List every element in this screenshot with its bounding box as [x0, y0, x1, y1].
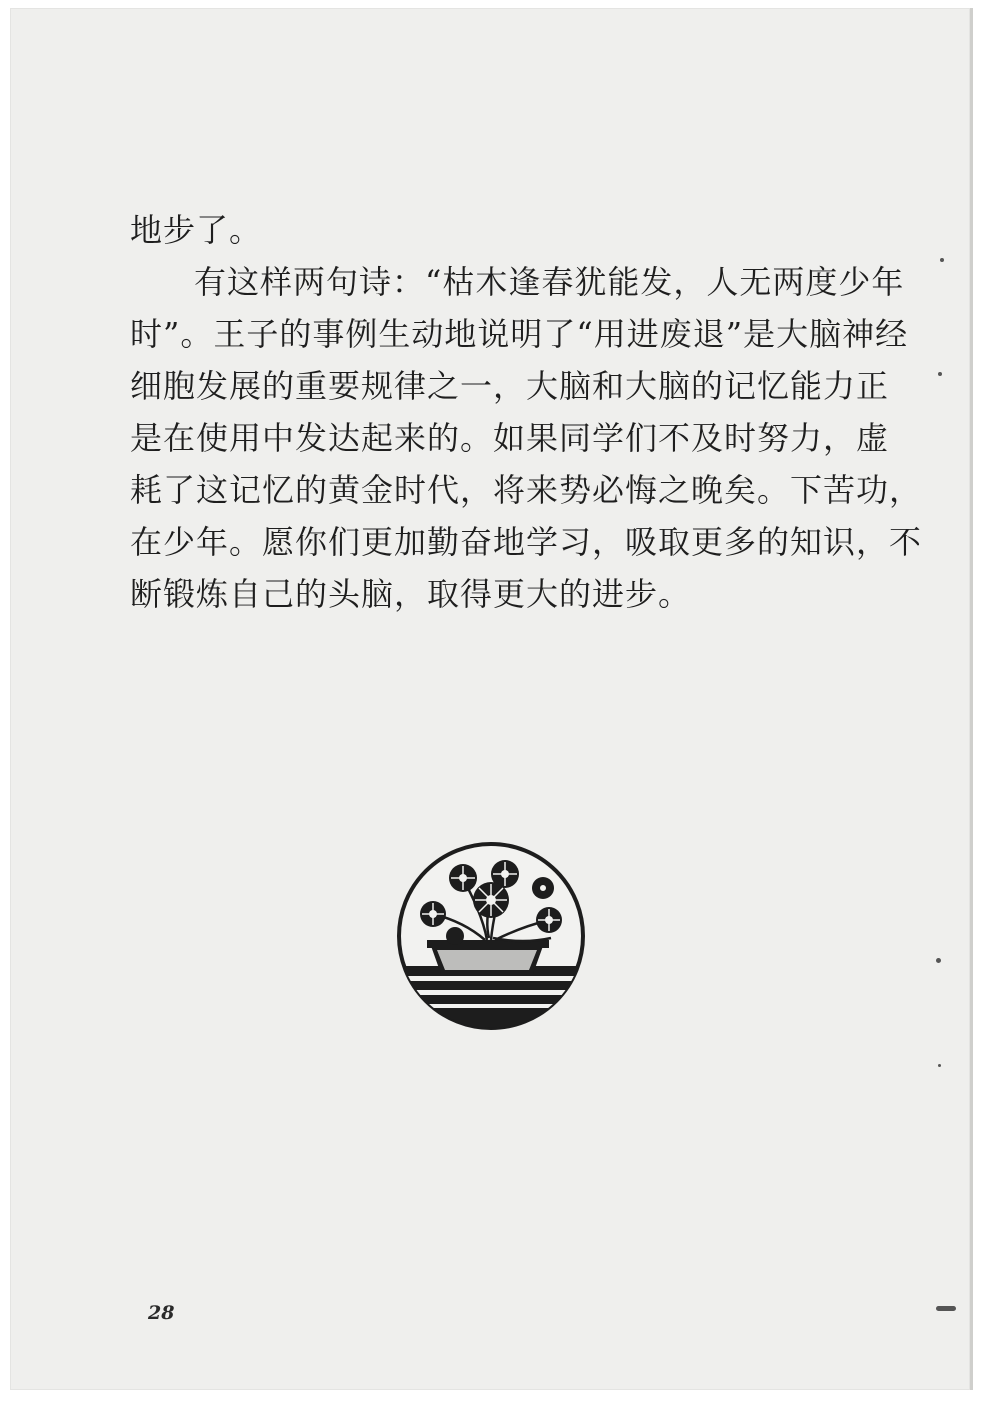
scan-speck [936, 1306, 956, 1311]
scan-speck [936, 958, 941, 963]
body-text [130, 204, 923, 620]
scan-speck [938, 372, 942, 376]
page-number: 28 [148, 1302, 175, 1324]
text-line: 耗了这记忆的黄金时代，将来势必悔之晚矣。下苦功， [130, 471, 923, 509]
text-line: 在少年。愿你们更加勤奋地学习，吸取更多的知识，不 [130, 523, 923, 561]
text-line: 断锻炼自己的头脑，取得更大的进步。 [130, 575, 692, 613]
scan-speck [938, 1064, 941, 1067]
scan-speck [940, 258, 944, 262]
text-line: 是在使用中发达起来的。如果同学们不及时努力，虚 [130, 419, 890, 457]
book-page [10, 8, 973, 1390]
text-line: 细胞发展的重要规律之一，大脑和大脑的记忆能力正 [130, 367, 890, 405]
flower-pot-vignette-icon [393, 838, 589, 1034]
text-line: 地步了。 [130, 211, 263, 249]
text-line: 时”。王子的事例生动地说明了“用进废退”是大脑神经 [130, 315, 909, 353]
text-line: 有这样两句诗：“枯木逢春犹能发，人无两度少年 [194, 263, 905, 301]
